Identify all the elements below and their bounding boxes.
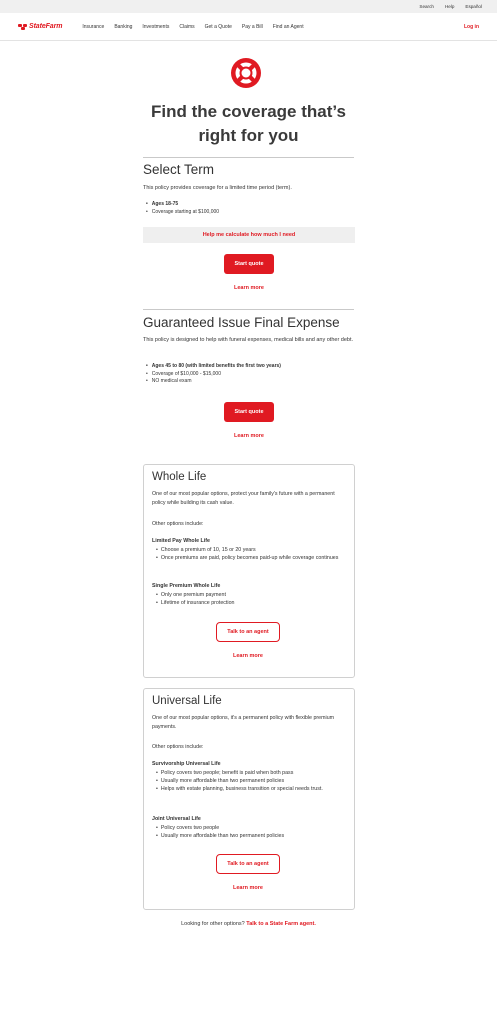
universal-life-title: Universal Life bbox=[152, 695, 222, 707]
whole-life-learn-more-link[interactable]: Learn more bbox=[233, 653, 263, 659]
list-item: • Ages 45 to 80 (with limited benefits the first two years) bbox=[146, 363, 281, 371]
nav-links bbox=[82, 24, 303, 30]
survivorship-list bbox=[156, 769, 346, 793]
section-divider bbox=[143, 157, 354, 158]
final-expense-learn-more-link[interactable]: Learn more bbox=[234, 433, 264, 439]
list-item: • Lifetime of insurance protection bbox=[156, 599, 346, 607]
select-term-title: Select Term bbox=[143, 162, 215, 177]
nav-investments[interactable]: Investments bbox=[142, 23, 170, 30]
calculator-link[interactable]: Help me calculate how much I need bbox=[202, 232, 296, 238]
whole-life-description: One of our most popular options, protect your family's future with a permanent policy while building its cash value. bbox=[152, 491, 335, 506]
nav-get-a-quote[interactable]: Get a Quote bbox=[204, 23, 232, 30]
survivorship-title: Survivorship Universal Life bbox=[152, 761, 221, 767]
list-item: • Ages 18-75 bbox=[146, 201, 219, 209]
universal-life-learn-more-link[interactable]: Learn more bbox=[233, 885, 263, 891]
whole-life-other-options: Other options include: bbox=[152, 521, 204, 527]
joint-universal-title: Joint Universal Life bbox=[152, 816, 201, 822]
logo-text: StateFarm bbox=[29, 23, 63, 30]
select-term-start-quote-button[interactable]: Start quote bbox=[224, 254, 274, 274]
list-item: • Coverage starting at $100,000 bbox=[146, 209, 219, 217]
login-link[interactable]: Log in bbox=[464, 23, 479, 30]
list-item: • NO medical exam bbox=[146, 378, 281, 386]
utility-search-link[interactable]: Search bbox=[419, 4, 434, 9]
calculator-link-bar[interactable] bbox=[143, 227, 355, 243]
select-term-bullets bbox=[146, 201, 219, 216]
state-farm-logo[interactable] bbox=[18, 23, 62, 30]
footer-prompt: Looking for other options? bbox=[181, 921, 245, 927]
life-preserver-icon bbox=[230, 57, 262, 89]
limited-pay-list bbox=[156, 546, 346, 562]
universal-life-other-options: Other options include: bbox=[152, 744, 204, 750]
select-term-learn-more-link[interactable]: Learn more bbox=[234, 285, 264, 291]
select-term-description: This policy provides coverage for a limited time period (term). bbox=[143, 185, 292, 191]
final-expense-bullets bbox=[146, 363, 281, 386]
talk-to-agent-link[interactable]: Talk to a State Farm agent. bbox=[246, 921, 316, 927]
final-expense-description: This policy is designed to help with funeral expenses, medical bills and any other debt. bbox=[143, 337, 354, 343]
page-headline: Find the coverage that’s right for you bbox=[151, 102, 346, 145]
list-item: • Once premiums are paid, policy becomes paid-up while coverage continues bbox=[156, 554, 346, 562]
other-options-footer bbox=[0, 921, 497, 927]
joint-universal-list bbox=[156, 824, 346, 840]
list-item: • Coverage of $10,000 - $15,000 bbox=[146, 371, 281, 379]
whole-life-title: Whole Life bbox=[152, 471, 207, 483]
list-item: • Usually more affordable than two permanent policies bbox=[156, 832, 346, 840]
list-item: • Choose a premium of 10, 15 or 20 years bbox=[156, 546, 346, 554]
nav-claims[interactable]: Claims bbox=[179, 23, 195, 30]
utility-espanol-link[interactable]: Español bbox=[465, 4, 482, 9]
final-expense-title: Guaranteed Issue Final Expense bbox=[143, 315, 340, 330]
main-nav bbox=[0, 13, 497, 41]
nav-banking[interactable]: Banking bbox=[114, 23, 133, 30]
list-item: • Usually more affordable than two permanent policies bbox=[156, 777, 346, 785]
section-divider bbox=[143, 309, 354, 310]
utility-bar bbox=[0, 0, 497, 13]
single-premium-title: Single Premium Whole Life bbox=[152, 583, 221, 589]
final-expense-start-quote-button[interactable]: Start quote bbox=[224, 402, 274, 422]
universal-life-talk-to-agent-button[interactable]: Talk to an agent bbox=[216, 854, 280, 874]
list-item: • Policy covers two people bbox=[156, 824, 346, 832]
utility-help-link[interactable]: Help bbox=[444, 4, 455, 9]
nav-find-an-agent[interactable]: Find an Agent bbox=[272, 23, 304, 30]
list-item: • Helps with estate planning, business transition or special needs trust. bbox=[156, 785, 346, 793]
limited-pay-title: Limited Pay Whole Life bbox=[152, 538, 210, 544]
list-item: • Only one premium payment bbox=[156, 591, 346, 599]
nav-pay-a-bill[interactable]: Pay a Bill bbox=[241, 23, 263, 30]
whole-life-talk-to-agent-button[interactable]: Talk to an agent bbox=[216, 622, 280, 642]
list-item: • Policy covers two people; benefit is paid when both pass bbox=[156, 769, 346, 777]
state-farm-ovals-icon bbox=[18, 24, 27, 30]
nav-insurance[interactable]: Insurance bbox=[82, 23, 105, 30]
single-premium-list bbox=[156, 591, 346, 607]
universal-life-description: One of our most popular options, it's a permanent policy with flexible premium payments. bbox=[152, 715, 335, 730]
